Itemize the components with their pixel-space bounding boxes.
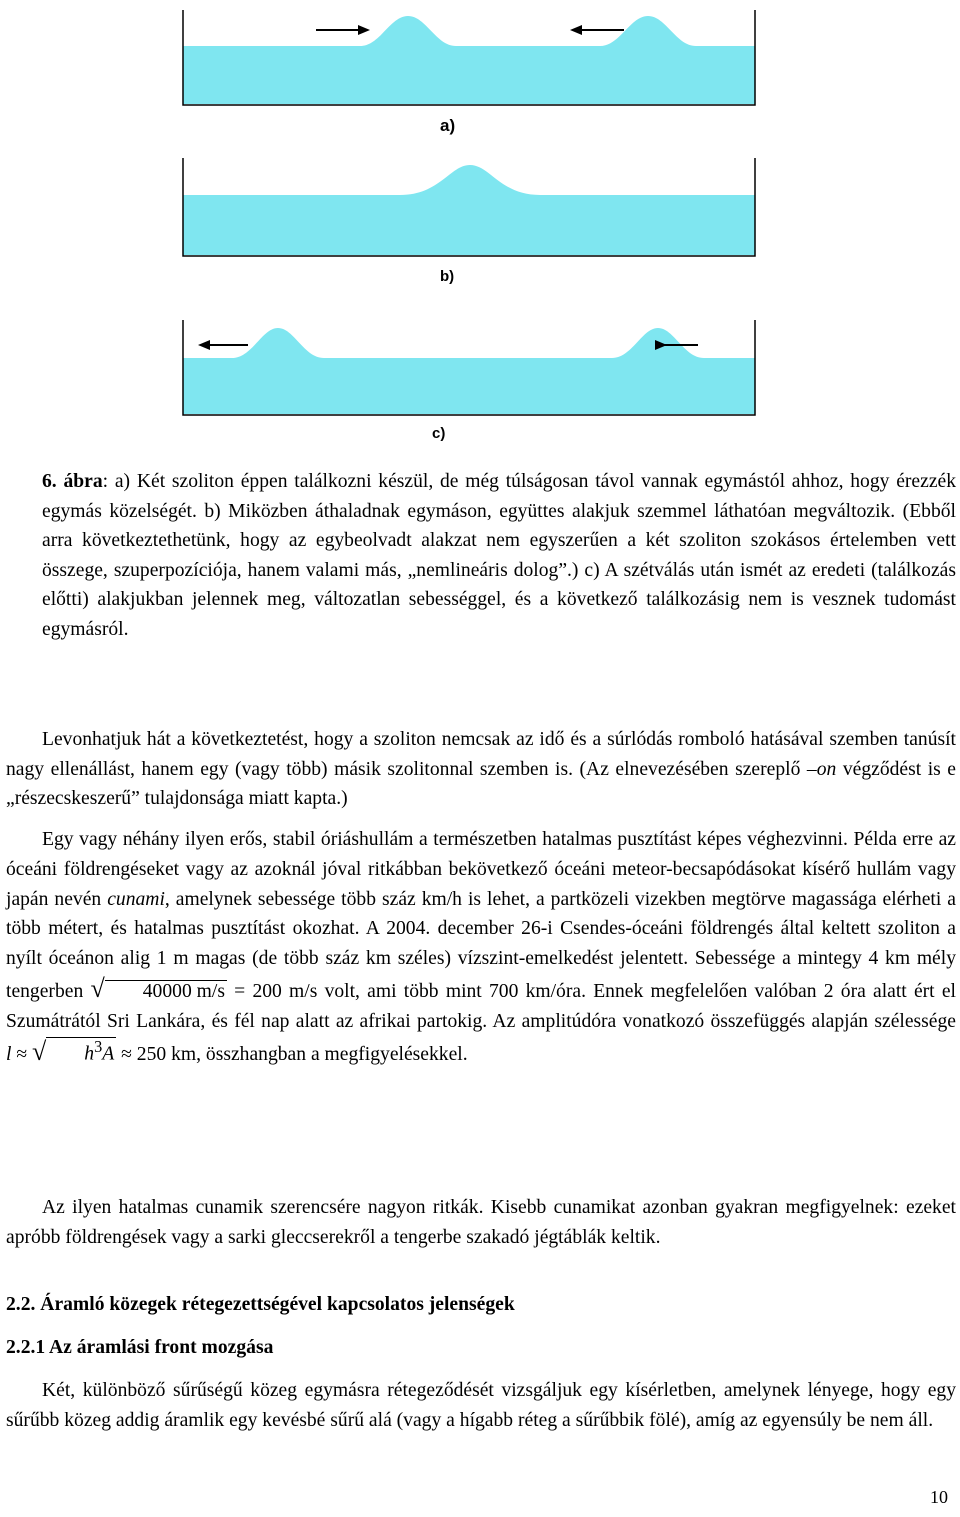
soliton-illustration [0,0,960,450]
water-a [183,16,755,104]
subsection-heading: 2.2.1 Az áramlási front mozgása [6,1337,274,1358]
figure-label-c: c) [432,425,446,442]
para1-text-a: Levonhatjuk hát a következtetést, hogy a szoliton nemcsak az idő és a súrlódás romboló hatásával szemben tanúsít nagy ellenállást, hanem egy (vagy több) másik szolitonnal szemben is. (Az elnevezésében szereplő [6,729,956,780]
caption-text: : a) Két szoliton éppen találkozni készül, de még túlságosan távol vannak egymástól ahhoz, hogy érezzék egymás közelségét. b) Miközben áthaladnak egymáson, együttes alakjuk szemmel láthatóan megváltozik. (Ebből arra következtethetünk, hogy az egybeolvadt alakzat nem egyszerűen a két szoliton szokásos értelemben vett összege, szuperpozíciója, hanem valami más, „nemlineáris dolog”.) c) A szétválás után ismét az eredeti (találkozás előtti) alakjukban jelennek meg, változatlan sebességgel, és a következő találkozásig nem is vesznek tudomást egymásról. [42,471,957,640]
para2-text-1: Egy vagy néhány ilyen erős, stabil óriáshullám a természetben hatalmas pusztítást képes véghezvinni. Példa erre az óceáni földrengéseket vagy az azoknál jóval ritkábban bekövetkező óceáni meteor-becsapódásokat kísérő hullám vagy japán nevén [6,829,956,910]
figure-caption [42,467,956,645]
equation-speed: √ 40000 m/s = 200 m/s [90,973,318,1003]
tank-b [183,158,755,256]
eq-l: l [6,1043,12,1065]
eq-approx: ≈ [11,1043,33,1065]
soliton-figure [0,0,960,450]
arrow-left-icon [570,25,624,35]
para3-text: Az ilyen hatalmas cunamik szerencsére nagyon ritkák. Kisebb cunamikat azonban gyakran megfigyelnek: ezeket apróbb földrengések vagy a sarki gleccserekről a tengerbe szakadó jégtáblák keltik. [6,1197,956,1248]
eq-rest: ≈ 250 km [116,1043,197,1065]
arrow-left-icon [198,340,248,350]
para1-text-b: végződést is e „részecskeszerű” tulajdonsága miatt kapta.) [6,758,957,810]
eq-h: h [84,1043,95,1065]
page-number: 10 [930,1487,948,1507]
para4-text: Két, különböző sűrűségű közeg egymásra rétegeződését vizsgáljuk egy kísérletben, amelynek lényege, hogy egy sűrűbb közeg addig áramlik egy kevésbé sűrű alá (vagy a hígabb réteg a sűrűbbik fölé), amíg az egyensúly be nem áll. [6,1380,956,1431]
figure-label-a: a) [440,116,456,135]
paragraph-3 [6,1193,956,1252]
water-c [183,328,755,414]
figure-label-b: b) [440,268,455,285]
arrow-right-icon [316,25,370,35]
equation-sqrt: 40000 m/s [105,980,227,1003]
para2-cunami: cunami [107,888,165,910]
para2-text-2: , amelynek sebessége több száz km/h is lehet, a partközeli vizekben megtörve magassága elérheti a több métert, és hatalmas pusztítást okozhat. A 2004. december 26-i Csendes-óceáni földrengés által keltett szoliton a nyílt óceánon alig 1 m magas (de több száz km széles) vízszint-emelkedést jelentett. Sebessége a mintegy 4 km mély tengerben [6,888,956,1002]
equation-width: l ≈ √ $h^3A \approx 250$ km [6,1036,197,1066]
paragraph-4 [6,1376,956,1435]
equation-rhs: = 200 m/s [226,980,318,1002]
tank-c [183,320,755,415]
tank-a [183,10,755,105]
para2-text-3: volt, ami több mint 700 km/óra. Ennek megfelelően valóban 2 óra alatt ért el Szumátrától Sri Lankára, és fél nap alatt az afrikai partokig. Az amplitúdóra vonatkozó összefüggés alapján szélessége [6,980,956,1032]
para2-text-4: , összhangban a megfigyelésekkel. [196,1043,468,1065]
eq-sup: 3 [94,1037,103,1057]
paragraph-2 [6,825,956,1069]
caption-number: 6. ábra [42,471,103,492]
para1-italic: –on [806,758,837,780]
water-b [183,165,755,255]
paragraph-1 [6,725,956,814]
section-heading: 2.2. Áramló közegek rétegezettségével kapcsolatos jelenségek [6,1294,515,1315]
eq-A: A [102,1043,115,1065]
